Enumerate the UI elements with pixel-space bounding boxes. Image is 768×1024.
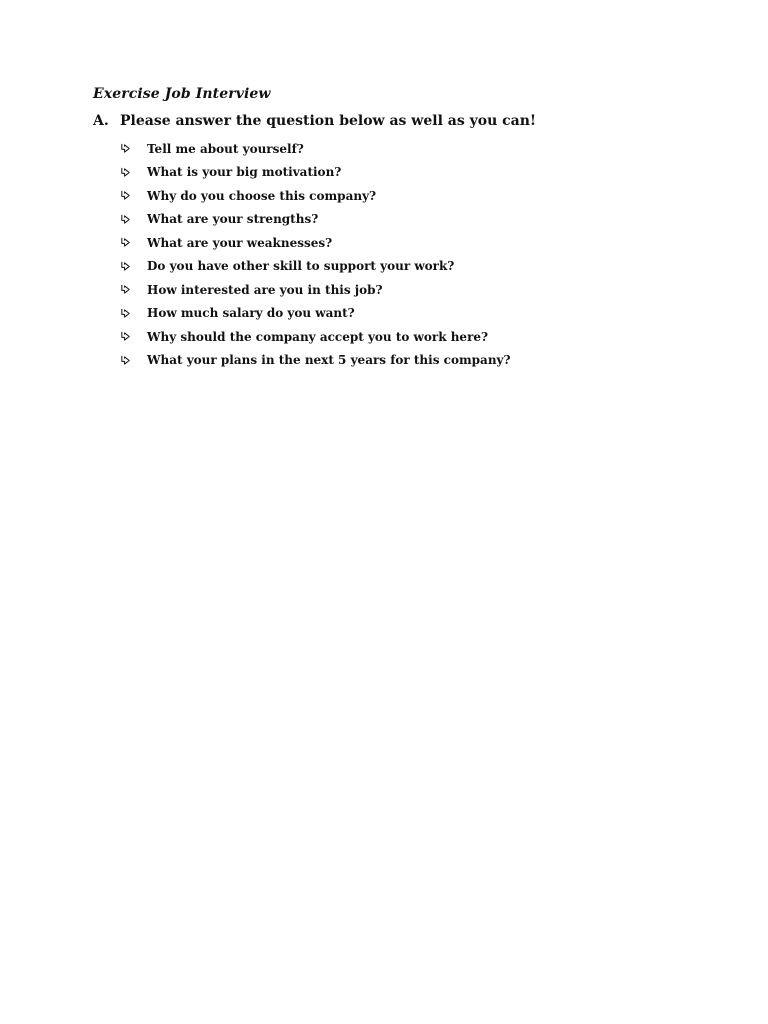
question-item	[120, 302, 511, 326]
question-text: Do you have other skill to support your work?	[147, 259, 455, 274]
question-text: What your plans in the next 5 years for this company?	[147, 353, 511, 368]
question-text: What is your big motivation?	[147, 165, 342, 180]
arrow-bullet-icon	[120, 283, 147, 297]
document-title: Exercise Job Interview	[93, 86, 271, 102]
question-item	[120, 137, 511, 161]
arrow-bullet-icon	[120, 212, 147, 226]
question-text: How much salary do you want?	[147, 306, 355, 321]
question-item	[120, 184, 511, 208]
section-a	[93, 113, 733, 368]
question-item	[120, 325, 511, 349]
arrow-bullet-icon	[120, 353, 147, 367]
arrow-bullet-icon	[120, 330, 147, 344]
question-item	[120, 278, 511, 302]
section-heading	[93, 113, 733, 133]
arrow-bullet-icon	[120, 142, 147, 156]
arrow-bullet-icon	[120, 165, 147, 179]
question-text: How interested are you in this job?	[147, 282, 383, 297]
question-item	[120, 161, 511, 185]
question-text: What are your strengths?	[147, 212, 319, 227]
arrow-bullet-icon	[120, 306, 147, 320]
question-item	[120, 208, 511, 232]
question-text: Tell me about yourself?	[147, 141, 304, 156]
section-heading-text: Please answer the question below as well as you can!	[120, 113, 537, 129]
question-item	[120, 255, 511, 279]
question-text: Why do you choose this company?	[147, 188, 377, 203]
question-text: What are your weaknesses?	[147, 235, 333, 250]
arrow-bullet-icon	[120, 259, 147, 273]
question-item	[120, 231, 511, 255]
question-text: Why should the company accept you to work here?	[147, 329, 489, 344]
question-list	[120, 137, 511, 372]
section-letter: A.	[93, 113, 109, 129]
question-item	[120, 349, 511, 373]
arrow-bullet-icon	[120, 189, 147, 203]
arrow-bullet-icon	[120, 236, 147, 250]
